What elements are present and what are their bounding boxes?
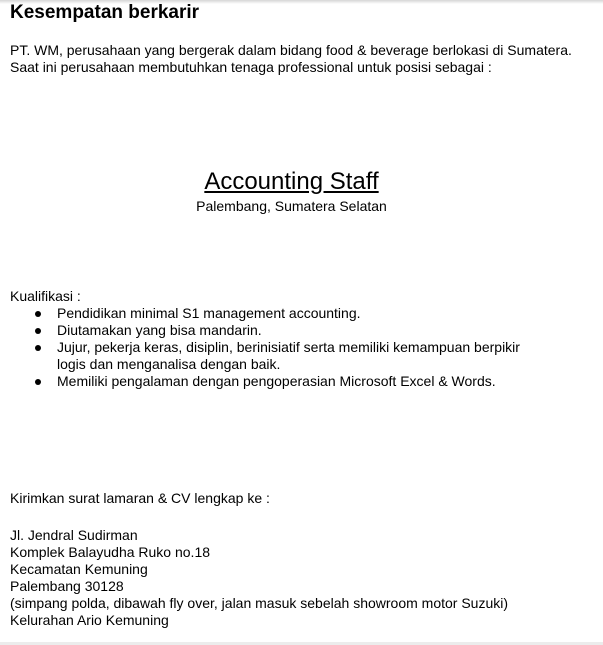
bullet-icon: [35, 311, 41, 317]
intro-paragraph: PT. WM, perusahaan yang bergerak dalam bidang food & beverage berlokasi di Sumatera. Saat ini perusahaan membutuhkan tenaga professional untuk posisi sebagai :: [10, 42, 572, 75]
qualification-text: Jujur, pekerja keras, disiplin, berinisiatif serta memiliki kemampuan berpikir logis dan menganalisa dengan baik.: [57, 339, 520, 372]
contact-address: [10, 527, 508, 629]
address-line: Jl. Jendral Sudirman: [10, 527, 138, 543]
qualifications-label: Kualifikasi :: [10, 288, 81, 304]
bullet-icon: [35, 328, 41, 334]
qualification-item: [0, 305, 537, 322]
bullet-icon: [35, 379, 41, 385]
address-line: (simpang polda, dibawah fly over, jalan masuk sebelah showroom motor Suzuki): [10, 595, 509, 611]
qualification-text: Diutamakan yang bisa mandarin.: [57, 322, 262, 338]
qualification-item: [0, 339, 537, 373]
job-title: Accounting Staff: [204, 168, 379, 195]
address-line: Kelurahan Ario Kemuning: [10, 612, 169, 628]
address-line: Kecamatan Kemuning: [10, 561, 148, 577]
job-location: Palembang, Sumatera Selatan: [196, 198, 387, 214]
address-line: Komplek Balayudha Ruko no.18: [10, 544, 211, 560]
page-title: Kesempatan berkarir: [10, 2, 200, 23]
qualification-item: [0, 373, 537, 390]
qualification-text: Pendidikan minimal S1 management accounting.: [57, 305, 361, 321]
qualification-text: Memiliki pengalaman dengan pengoperasian Microsoft Excel & Words.: [57, 373, 496, 389]
qualifications-list: [0, 305, 590, 390]
send-application-label: Kirimkan surat lamaran & CV lengkap ke :: [10, 490, 270, 506]
qualification-item: [0, 322, 537, 339]
address-line: Palembang 30128: [10, 578, 124, 594]
bullet-icon: [35, 345, 41, 351]
